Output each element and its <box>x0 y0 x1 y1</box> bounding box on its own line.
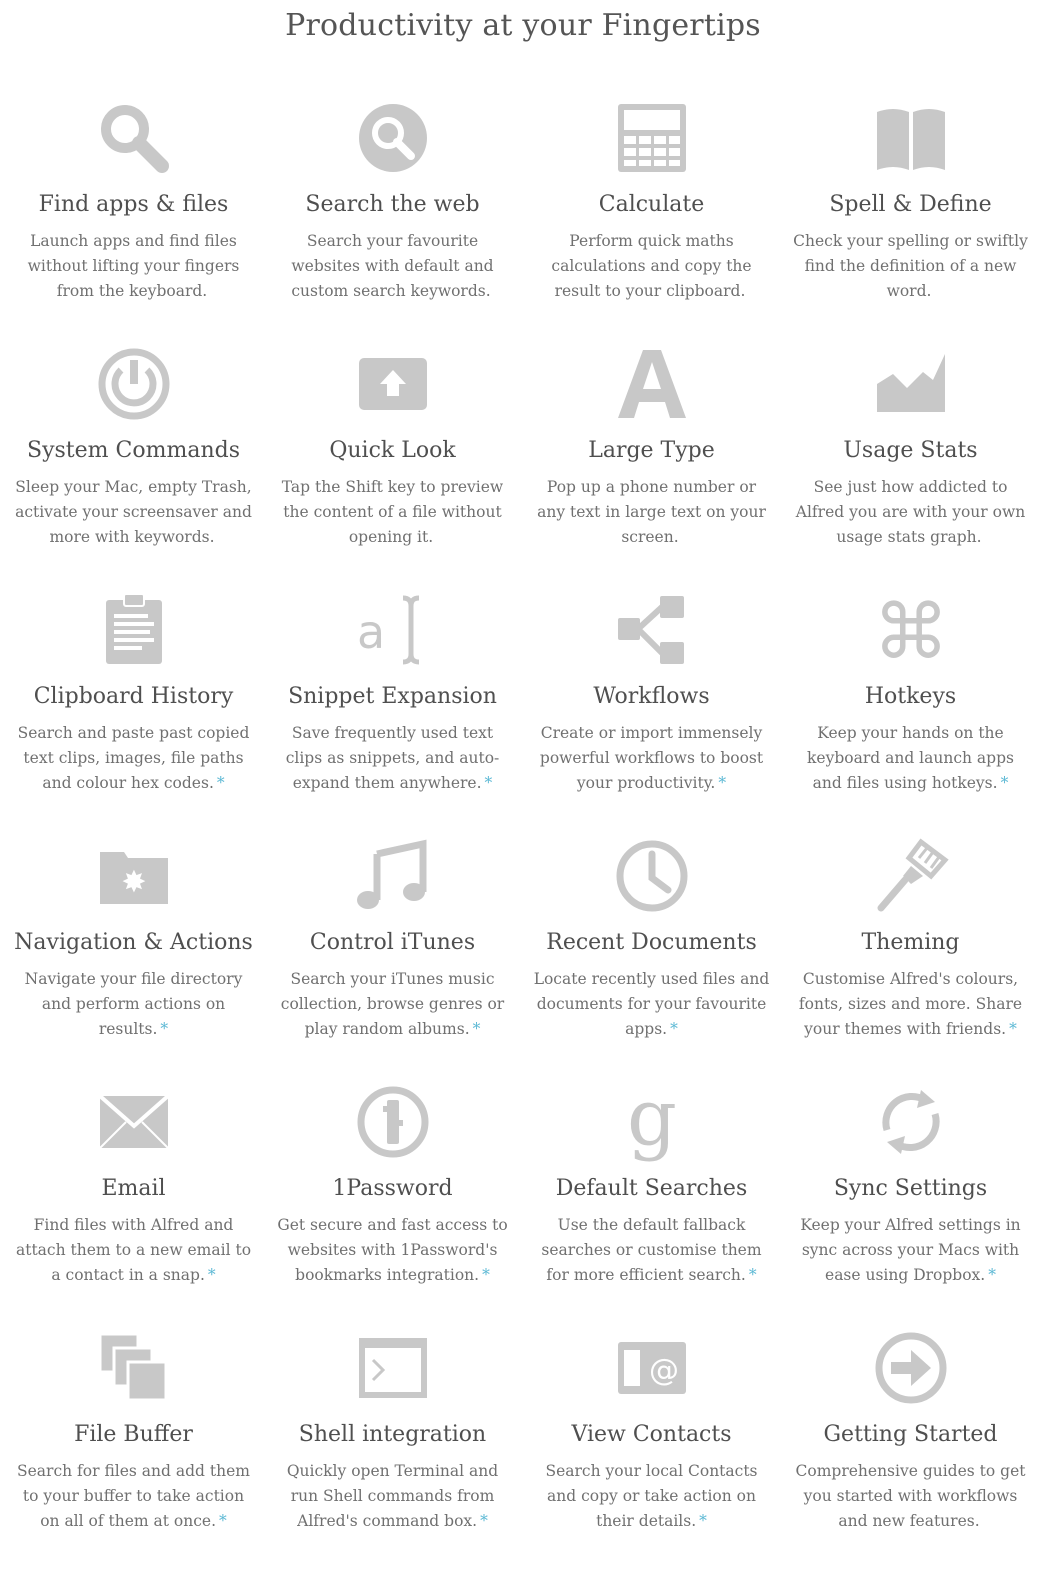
text-cursor-icon <box>353 590 433 670</box>
feature-title: Getting Started <box>823 1422 998 1447</box>
feature-description: Create or import immensely powerful workflows to boost your productivity. * <box>539 724 764 792</box>
clipboard-icon <box>94 590 174 670</box>
feature-title: Clipboard History <box>33 684 234 709</box>
terminal-icon <box>353 1328 433 1408</box>
feature-spell-define <box>781 98 1040 344</box>
feature-workflows <box>522 590 781 836</box>
feature-sync-settings <box>781 1082 1040 1328</box>
feature-email <box>4 1082 263 1328</box>
feature-title: Sync Settings <box>833 1176 988 1201</box>
keyhole-icon <box>353 1082 433 1162</box>
feature-description: Navigate your file directory and perform actions on results. * <box>24 970 243 1038</box>
folder-action-icon <box>94 836 174 916</box>
feature-description: Quickly open Terminal and run Shell commands from Alfred's command box. * <box>286 1462 499 1530</box>
feature-description: Search your local Contacts and copy or take action on their details. * <box>545 1462 758 1530</box>
feature-description: Save frequently used text clips as snippets, and auto-expand them anywhere. * <box>285 724 500 792</box>
feature-title: File Buffer <box>74 1422 193 1447</box>
area-chart-icon <box>871 344 951 424</box>
large-type-icon <box>612 344 692 424</box>
feature-title: Hotkeys <box>864 684 957 709</box>
feature-description: Use the default fallback searches or customise them for more efficient search. * <box>541 1216 762 1284</box>
sync-icon <box>871 1082 951 1162</box>
magnifier-icon <box>94 98 174 178</box>
feature-title: Calculate <box>598 192 705 217</box>
feature-view-contacts <box>522 1328 781 1574</box>
feature-snippet-expansion <box>263 590 522 836</box>
power-icon <box>94 344 174 424</box>
feature-description: Customise Alfred's colours, fonts, sizes and more. Share your themes with friends. * <box>798 970 1023 1038</box>
feature-title: Navigation & Actions <box>14 930 253 955</box>
feature-hotkeys <box>781 590 1040 836</box>
calculator-icon <box>612 98 692 178</box>
music-note-icon <box>353 836 433 916</box>
feature-description: Launch apps and find files without lifting your fingers from the keyboard. <box>27 232 240 300</box>
paintbrush-icon <box>871 836 951 916</box>
features-grid <box>4 98 1040 1574</box>
feature-title: Workflows <box>593 684 710 709</box>
feature-title: Usage Stats <box>843 438 978 463</box>
feature-usage-stats <box>781 344 1040 590</box>
feature-1password <box>263 1082 522 1328</box>
feature-description: Search and paste past copied text clips, images, file paths and colour hex codes. * <box>17 724 250 792</box>
feature-description: Locate recently used files and documents for your favourite apps. * <box>533 970 770 1038</box>
feature-description: Get secure and fast access to websites with 1Password's bookmarks integration. * <box>277 1216 508 1284</box>
feature-description: Search for files and add them to your buffer to take action on all of them at once. * <box>17 1462 250 1530</box>
feature-quick-look <box>263 344 522 590</box>
feature-calculate <box>522 98 781 344</box>
feature-title: Shell integration <box>298 1422 487 1447</box>
feature-title: 1Password <box>332 1176 453 1201</box>
feature-description: Keep your Alfred settings in sync across your Macs with ease using Dropbox. * <box>800 1216 1021 1284</box>
book-icon <box>871 98 951 178</box>
envelope-icon <box>94 1082 174 1162</box>
feature-large-type <box>522 344 781 590</box>
feature-description: Search your iTunes music collection, browse genres or play random albums. * <box>280 970 505 1038</box>
contact-card-icon <box>612 1328 692 1408</box>
feature-description: Comprehensive guides to get you started with workflows and new features. <box>795 1462 1026 1530</box>
feature-description: Pop up a phone number or any text in large text on your screen. <box>537 478 766 546</box>
svg-text:✸: ✸ <box>120 865 147 900</box>
svg-text:⌘: ⌘ <box>872 590 949 670</box>
feature-file-buffer <box>4 1328 263 1574</box>
shift-key-icon <box>353 344 433 424</box>
feature-system-commands <box>4 344 263 590</box>
feature-title: Search the web <box>305 192 480 217</box>
page-title: Productivity at your Fingertips <box>285 8 761 43</box>
feature-title: View Contacts <box>571 1422 732 1447</box>
feature-control-itunes <box>263 836 522 1082</box>
svg-text:@: @ <box>648 1353 679 1388</box>
google-g-icon <box>612 1082 692 1162</box>
feature-navigation-actions <box>4 836 263 1082</box>
feature-title: Theming <box>861 930 960 955</box>
feature-title: Recent Documents <box>546 930 757 955</box>
feature-theming <box>781 836 1040 1082</box>
feature-description: Find files with Alfred and attach them to a new email to a contact in a snap. * <box>15 1216 252 1284</box>
feature-find-apps-files <box>4 98 263 344</box>
feature-getting-started <box>781 1328 1040 1574</box>
feature-clipboard-history <box>4 590 263 836</box>
feature-description: Check your spelling or swiftly find the definition of a new word. <box>793 232 1028 300</box>
feature-description: Tap the Shift key to preview the content of a file without opening it. <box>281 478 504 546</box>
feature-description: Keep your hands on the keyboard and launch apps and files using hotkeys. * <box>807 724 1014 792</box>
command-key-icon <box>871 590 951 670</box>
arrow-circle-icon <box>871 1328 951 1408</box>
svg-text:a: a <box>356 605 385 659</box>
feature-title: Find apps & files <box>38 192 229 217</box>
feature-title: Email <box>101 1176 166 1201</box>
feature-title: Quick Look <box>329 438 456 463</box>
feature-title: Control iTunes <box>309 930 476 955</box>
feature-default-searches <box>522 1082 781 1328</box>
web-search-icon <box>353 98 433 178</box>
feature-title: Default Searches <box>555 1176 748 1201</box>
feature-recent-documents <box>522 836 781 1082</box>
feature-shell-integration <box>263 1328 522 1574</box>
stacked-files-icon <box>94 1328 174 1408</box>
feature-description: Sleep your Mac, empty Trash, activate your screensaver and more with keywords. <box>15 478 252 546</box>
feature-description: Perform quick maths calculations and copy the result to your clipboard. <box>551 232 752 300</box>
svg-text:g: g <box>626 1082 677 1162</box>
workflow-icon <box>612 590 692 670</box>
feature-description: Search your favourite websites with default and custom search keywords. <box>291 232 494 300</box>
feature-title: System Commands <box>27 438 240 463</box>
feature-search-the-web <box>263 98 522 344</box>
feature-title: Spell & Define <box>829 192 992 217</box>
feature-description: See just how addicted to Alfred you are with your own usage stats graph. <box>795 478 1026 546</box>
feature-title: Snippet Expansion <box>288 684 497 709</box>
clock-icon <box>612 836 692 916</box>
feature-title: Large Type <box>588 438 715 463</box>
